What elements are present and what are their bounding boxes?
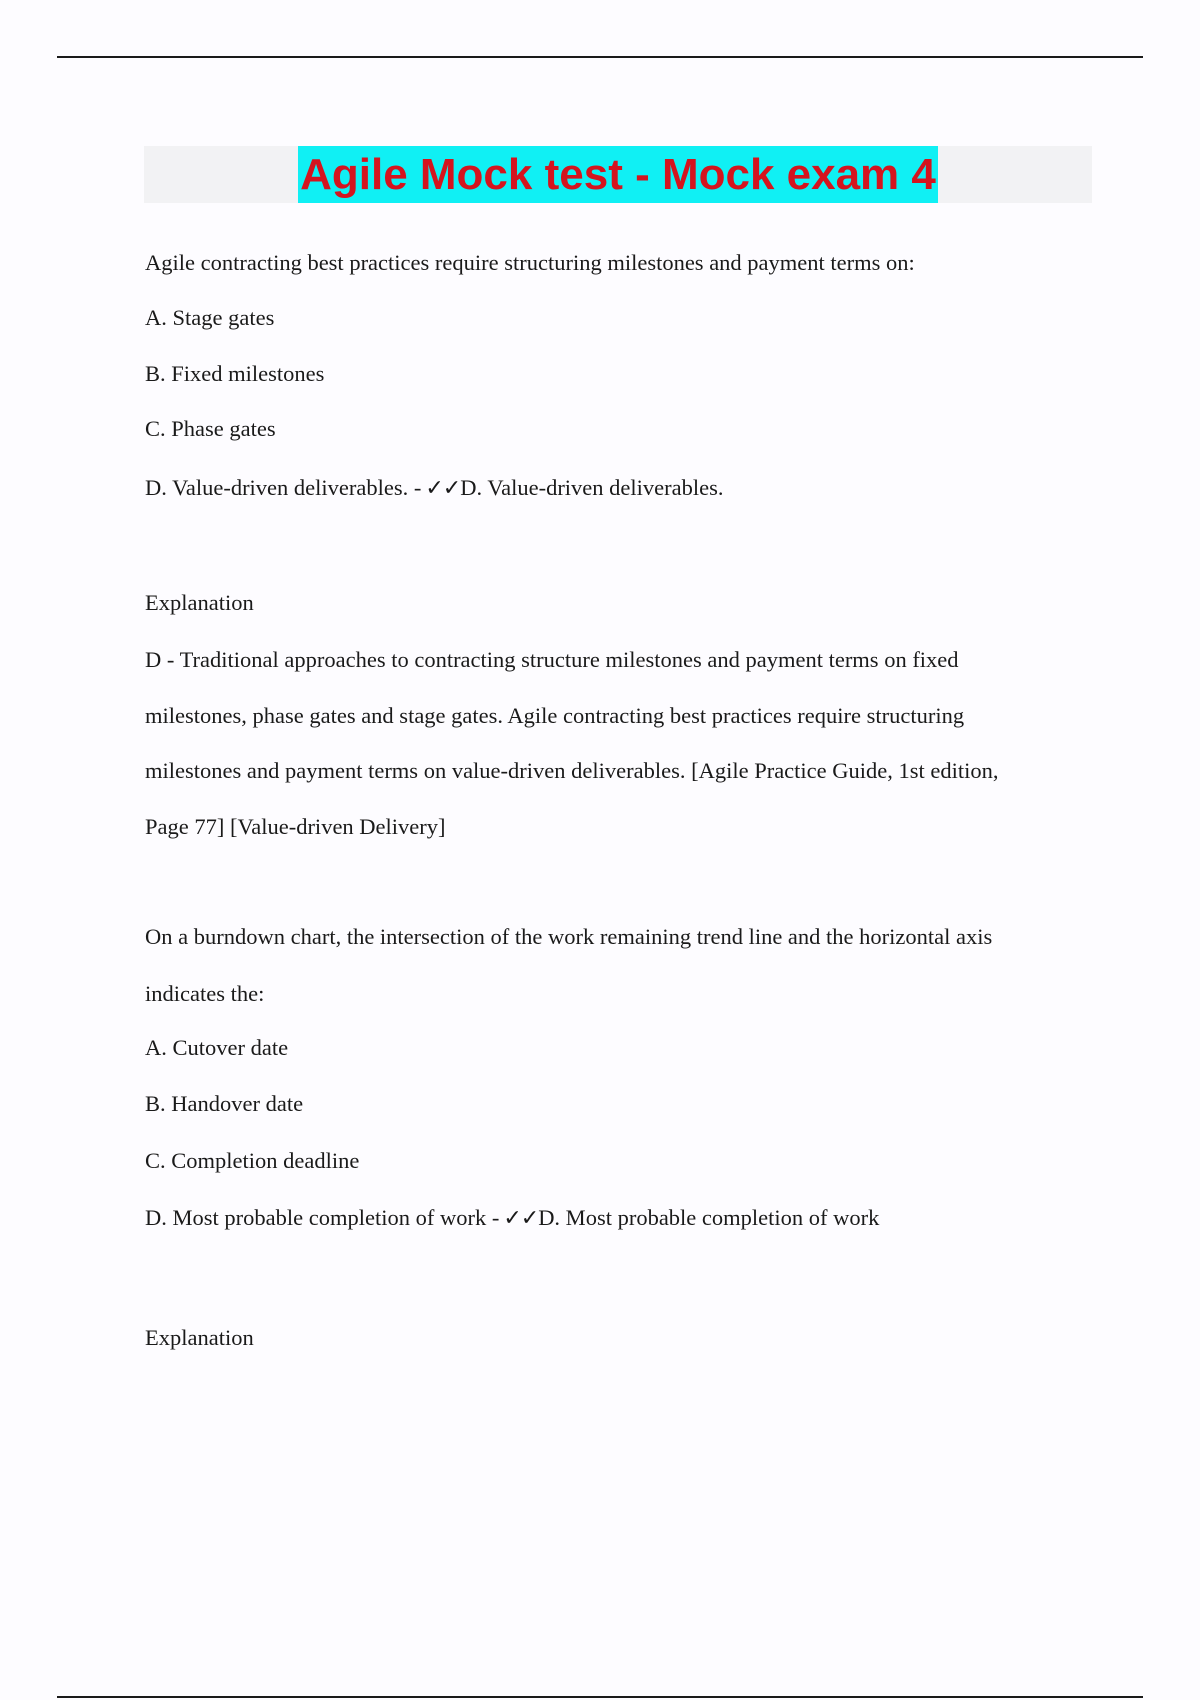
top-rule	[57, 56, 1143, 58]
question-1-explanation-line-1: D - Traditional approaches to contracting structure milestones and payment terms on fixed	[145, 647, 959, 672]
question-2-option-c: C. Completion deadline	[145, 1148, 360, 1173]
question-2-answer-line	[145, 1203, 879, 1234]
question-2-correct-answer: D. Most probable completion of work	[538, 1205, 880, 1230]
question-1-explanation-line-2: milestones, phase gates and stage gates. Agile contracting best practices require structuring	[145, 703, 965, 728]
check-mark-icon: ✓✓	[425, 476, 461, 501]
question-2-option-b: B. Handover date	[145, 1091, 304, 1116]
question-1-explanation-heading: Explanation	[145, 590, 254, 615]
question-1-text: Agile contracting best practices require structuring milestones and payment terms on:	[145, 250, 915, 275]
question-1-option-c: C. Phase gates	[145, 416, 276, 441]
question-1-explanation-line-4: Page 77] [Value-driven Delivery]	[145, 814, 446, 839]
question-2-option-d: D. Most probable completion of work -	[145, 1205, 500, 1230]
question-1-option-a: A. Stage gates	[145, 305, 275, 330]
question-2-explanation-heading: Explanation	[145, 1325, 254, 1350]
question-1-option-d: D. Value-driven deliverables. -	[145, 475, 422, 500]
document-title: Agile Mock test - Mock exam 4	[298, 146, 938, 203]
bottom-rule	[57, 1696, 1143, 1698]
question-2-text-line-1: On a burndown chart, the intersection of the work remaining trend line and the horizontal axis	[145, 924, 993, 949]
question-2-text-line-2: indicates the:	[145, 981, 265, 1006]
question-2-option-a: A. Cutover date	[145, 1035, 289, 1060]
question-1-correct-answer: D. Value-driven deliverables.	[460, 475, 724, 500]
question-1-answer-line	[145, 473, 724, 504]
check-mark-icon: ✓✓	[503, 1206, 539, 1231]
question-1-explanation-line-3: milestones and payment terms on value-driven deliverables. [Agile Practice Guide, 1st edition,	[145, 758, 999, 783]
title-band	[144, 146, 1092, 203]
question-1-option-b: B. Fixed milestones	[145, 361, 325, 386]
